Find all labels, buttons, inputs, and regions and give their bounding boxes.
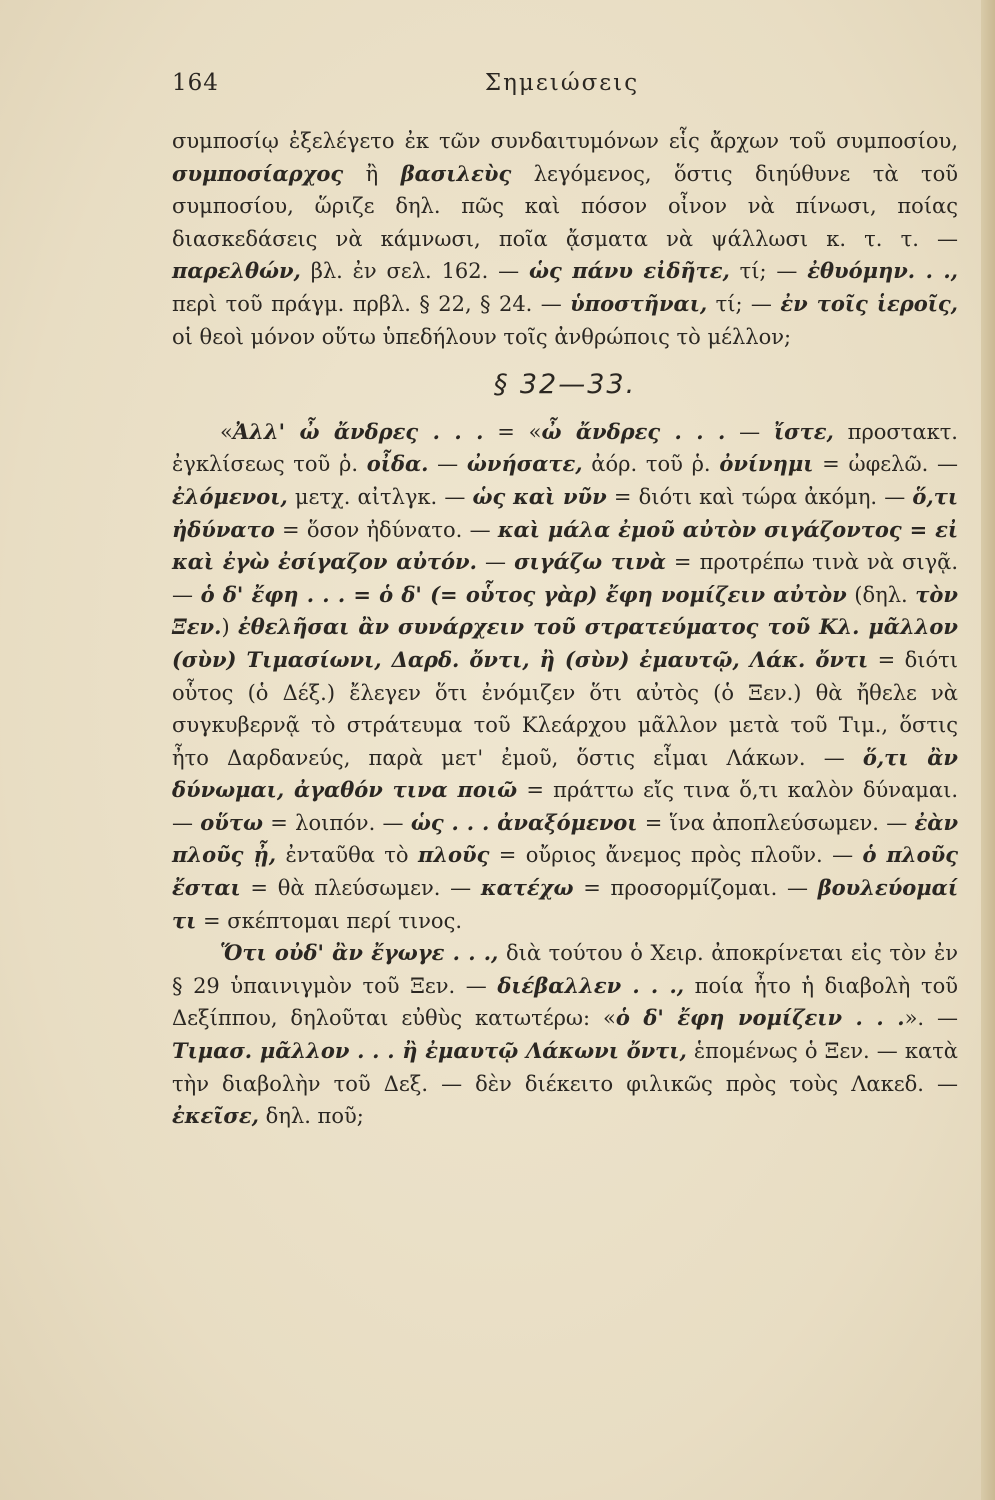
- text-run: λεγόμενος, ὅστις διηύθυνε τὰ τοῦ συμποσίου, ὥριζε δηλ. πῶς καὶ πόσον οἶνον νὰ πίνωσι, ποίας διασκεδάσεις νὰ κάμνωσι, ποῖα ᾄσματα νὰ ψάλλωσι κ. τ. τ. —: [172, 161, 959, 251]
- text-run: = πράττω εἴς τινα ὅ,τι καλὸν δύναμαι. —: [172, 778, 958, 835]
- text-run: βλ. ἐν σελ. 162. —: [300, 259, 529, 284]
- keyword: συμποσίαρχος: [172, 160, 344, 186]
- keyword: ἐλόμενοι,: [172, 483, 288, 509]
- text-run: = ὅσον ἠδύνατο. —: [274, 517, 498, 542]
- keyword: ὡς . . . ἀναξόμενοι: [410, 809, 638, 835]
- text-run: ἑπομένως ὁ Ξεν. — κατὰ τὴν διαβολὴν τοῦ Δεξ. — δὲν διέκειτο φιλικῶς πρὸς τοὺς Λακεδ. —: [172, 1039, 958, 1096]
- keyword: βουλεύομαί τι: [172, 875, 959, 933]
- text-run: = λοιπόν. —: [263, 810, 411, 835]
- keyword: ἐὰν πλοῦς ᾖ,: [172, 809, 959, 868]
- running-head: Σημειώσεις: [484, 70, 640, 96]
- text-run: —: [725, 419, 774, 444]
- text-run: (δηλ.: [846, 582, 916, 607]
- keyword: παρελθών,: [172, 258, 301, 284]
- keyword: καὶ μάλα ἐμοῦ αὐτὸν σιγάζοντος = εἰ καὶ ἐγὼ ἐσίγαζον αὐτόν.: [172, 516, 958, 575]
- keyword: ὁ δ' ἔφη νομίζειν . . .: [615, 1005, 905, 1031]
- text-run: προστακτ. ἐγκλίσεως τοῦ ῥ.: [172, 419, 958, 477]
- paragraph: [172, 125, 958, 353]
- keyword: ὀνίνημι: [719, 451, 814, 477]
- text-run: ποία ἦτο ἡ διαβολὴ τοῦ Δεξίππου, δηλοῦται εὐθὺς κατωτέρω: «: [172, 973, 958, 1031]
- text-run: τί; —: [707, 291, 781, 316]
- keyword: ὡς καὶ νῦν: [472, 483, 607, 509]
- keyword: πλοῦς: [417, 842, 490, 868]
- text-run: = θὰ πλεύσωμεν. —: [240, 876, 481, 901]
- keyword: οὕτω: [200, 809, 263, 835]
- keyword: σιγάζω τινὰ: [514, 549, 666, 575]
- text-run: ): [221, 615, 238, 640]
- keyword: Ἀλλ' ὦ ἄνδρες . . .: [232, 418, 484, 444]
- text-run: δηλ. ποῦ;: [259, 1104, 364, 1129]
- text-run: = σκέπτομαι περί τινος.: [196, 908, 463, 933]
- keyword: τὸν Ξεν.: [172, 581, 958, 640]
- page-edge: [981, 0, 995, 1500]
- text-run: = προτρέπω τινὰ νὰ σιγᾷ. —: [172, 550, 958, 607]
- text-run: τί; —: [729, 259, 808, 284]
- keyword: ὦ ἄνδρες . . .: [541, 418, 726, 444]
- text-run: συμποσίῳ ἐξελέγετο ἐκ τῶν συνδαιτυμόνων εἷς ἄρχων τοῦ συμποσίου,: [172, 129, 958, 153]
- body-text: [172, 125, 958, 1133]
- text-run: ἐνταῦθα τὸ: [276, 843, 418, 868]
- keyword: ὅ,τι ἂν δύνωμαι, ἀγαθόν τινα ποιῶ: [172, 744, 958, 803]
- keyword: κατέχω: [480, 875, 574, 901]
- text-run: μετχ. αἰτλγκ. —: [287, 484, 473, 509]
- text-run: ἢ: [343, 161, 401, 186]
- text-run: ἀόρ. τοῦ ῥ.: [582, 452, 720, 477]
- keyword: ὑποστῆναι,: [570, 290, 708, 316]
- text-run: = διότι οὗτος (ὁ Δέξ.) ἔλεγεν ὅτι ἐνόμιζεν ὅτι αὐτὸς (ὁ Ξεν.) θὰ ἤθελε νὰ συγκυβερνᾷ τὸ στράτευμα τοῦ Κλεάρχου μᾶλλον μετὰ τοῦ Τιμ., ὅστις ἦτο Δαρδανεύς, παρὰ μετ' ἐμοῦ, ὅστις εἶμαι Λάκων. —: [172, 647, 958, 770]
- section-heading: § 32—33.: [493, 369, 637, 401]
- text-run: = ὠφελῶ. —: [813, 452, 958, 477]
- text-run: = προσορμίζομαι. —: [573, 876, 818, 901]
- keyword: οἶδα.: [366, 451, 429, 477]
- text-run: —: [476, 550, 515, 575]
- page-header: [172, 70, 952, 110]
- keyword: διέβαλλεν . . .,: [497, 972, 685, 998]
- keyword: ἐκεῖσε,: [172, 1103, 259, 1129]
- text-run: = ἵνα ἀποπλεύσωμεν. —: [637, 810, 915, 835]
- text-run: περὶ τοῦ πράγμ. πρβλ. § 22, § 24. —: [172, 291, 571, 316]
- keyword: Τιμασ. μᾶλλον . . . ἢ ἐμαυτῷ Λάκωνι ὄντι,: [172, 1038, 687, 1064]
- keyword: ὁ πλοῦς ἔσται: [172, 842, 959, 901]
- text-run: = «: [483, 419, 542, 444]
- text-run: οἱ θεοὶ μόνον οὕτω ὑπεδήλουν τοῖς ἀνθρώποις τὸ μέλλον;: [172, 324, 792, 349]
- keyword: ὠνήσατε,: [466, 451, 583, 477]
- keyword: βασιλεὺς: [400, 160, 512, 186]
- text-run: —: [428, 452, 467, 477]
- keyword: ἐν τοῖς ἱεροῖς,: [780, 290, 958, 316]
- keyword: ὅ,τι ἠδύνατο: [172, 483, 958, 542]
- keyword: ἴστε,: [773, 418, 834, 444]
- text-run: διὰ τούτου ὁ Χειρ. ἀποκρίνεται εἰς τὸν ἐν § 29 ὑπαινιγμὸν τοῦ Ξεν. —: [172, 941, 958, 998]
- paragraph: [172, 416, 958, 938]
- text-run: = διότι καὶ τώρα ἀκόμη. —: [606, 484, 913, 509]
- text-run: = οὔριος ἄνεμος πρὸς πλοῦν. —: [489, 843, 863, 868]
- keyword: ἐθυόμην. . .,: [807, 258, 958, 284]
- text-run: «: [220, 419, 233, 444]
- keyword: Ὅτι οὐδ' ἂν ἔγωγε . . .,: [220, 940, 499, 966]
- text-run: ». —: [904, 1006, 958, 1031]
- keyword: ὡς πάνυ εἰδῆτε,: [529, 258, 730, 284]
- keyword: ὁ δ' ἔφη . . . = ὁ δ' (= οὗτος γὰρ) ἔφη νομίζειν αὐτὸν: [200, 581, 847, 607]
- page-number: 164: [172, 70, 219, 96]
- paragraph: [172, 937, 958, 1133]
- keyword: ἐθελῆσαι ἂν συνάρχειν τοῦ στρατεύματος τοῦ Κλ. μᾶλλον (σὺν) Τιμασίωνι, Δαρδ. ὄντι, ἢ (σὺν) ἐμαυτῷ, Λάκ. ὄντι: [172, 614, 958, 672]
